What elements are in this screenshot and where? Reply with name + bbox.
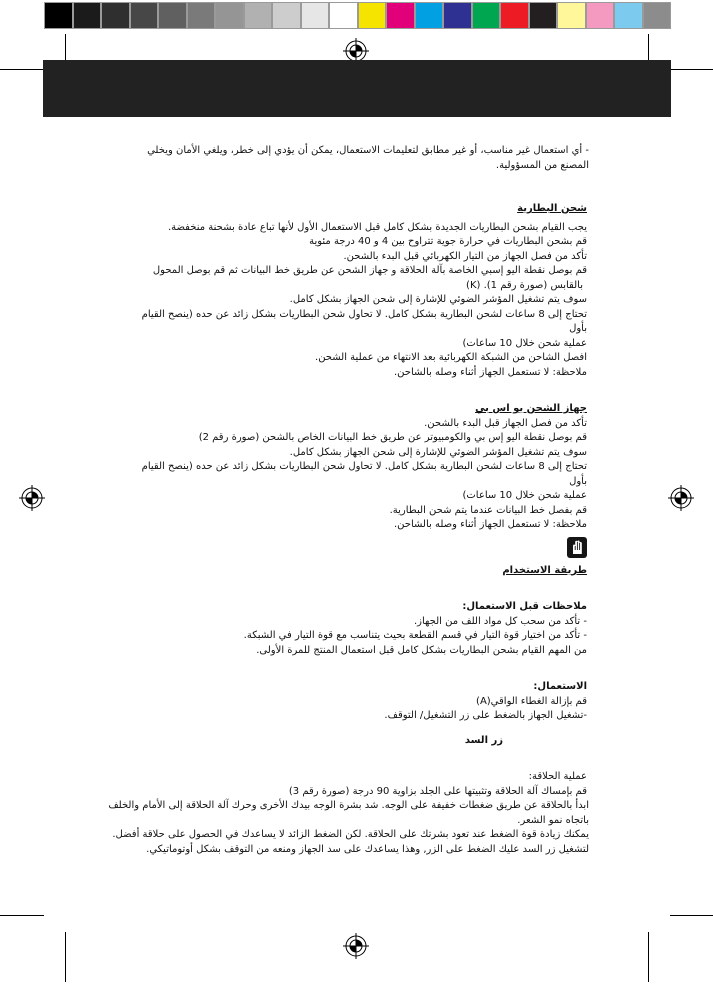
usage-section: [108, 564, 589, 858]
use-title: الاستعمال:: [533, 681, 587, 692]
battery-line: عملية شحن خلال 10 ساعات): [462, 337, 587, 349]
battery-line: قم بوصل نقطة اليو إسبي الخاصة بآلة الحلاقة و جهاز الشحن عن طريق خط البيانات ثم قم بوصل المحول: [152, 265, 587, 276]
usb-line: قم بوصل نقطة اليو إس بي والكومبيوتر عن طريق خط البيانات الخاص بالشحن (صورة رقم 2): [198, 432, 587, 443]
color-swatch: [215, 2, 244, 29]
color-swatch: [187, 2, 216, 29]
registration-mark-icon: [19, 485, 45, 511]
shave-line: يمكنك زيادة قوة الضغط عند تعود بشرتك على الحلاقة. لكن الضغط الزائد لا يساعدك في الحصول على حلاقة أفضل.: [112, 829, 589, 840]
battery-line: تأكد من فصل الجهاز من التيار الكهربائي قبل البدء بالشحن.: [343, 250, 587, 262]
color-swatch: [130, 2, 159, 29]
color-swatch: [272, 2, 301, 29]
color-swatch: [614, 2, 643, 29]
hand-icon: [567, 537, 587, 558]
battery-line: افصل الشاحن من الشبكة الكهربائية بعد الانتهاء من عملية الشحن.: [315, 352, 587, 363]
color-swatch: [643, 2, 672, 29]
color-swatch: [529, 2, 558, 29]
warning-line: - أي استعمال غير مناسب، أو غير مطابق لتعليمات الاستعمال، يمكن أن يؤدي إلى خطر، ويلغي الأمان ويخلي: [147, 145, 589, 156]
battery-title: شحن البطارية: [517, 203, 587, 214]
lock-button-label: زر السد: [464, 734, 503, 746]
color-swatch: [386, 2, 415, 29]
usb-line: سوف يتم تشغيل المؤشر الضوئي للإشارة إلى شحن الجهاز بشكل كامل.: [289, 446, 587, 458]
color-swatch: [101, 2, 130, 29]
battery-line: سوف يتم تشغيل المؤشر الضوئي للإشارة إلى شحن الجهاز بشكل كامل.: [289, 294, 587, 305]
shave-line: قم بإمساك آلة الحلاقة وتثبيتها على الجلد بزاوية 90 درجة (صورة رقم 3): [288, 785, 587, 797]
color-swatch: [358, 2, 387, 29]
registration-mark-icon: [343, 933, 369, 959]
color-swatch: [44, 2, 73, 29]
registration-mark-icon: [668, 485, 694, 511]
before-use-line: - تأكد من سحب كل مواد اللف من الجهاز.: [414, 615, 587, 627]
usage-title: طريقة الاستخدام: [502, 564, 587, 576]
color-swatch: [329, 2, 358, 29]
usb-line: قم بفصل خط البيانات عندما يتم شحن البطارية.: [389, 504, 587, 516]
battery-line: تحتاج إلى 8 ساعات لشحن البطارية بشكل كامل. لا تحاول شحن البطاريات بشكل زائد عن حده (ينصح القيام بأول: [141, 308, 587, 334]
color-swatch: [557, 2, 586, 29]
usb-line: عملية شحن خلال 10 ساعات): [462, 490, 587, 501]
crop-mark: [0, 915, 44, 916]
crop-mark: [670, 915, 713, 916]
color-swatch: [472, 2, 501, 29]
color-swatch: [158, 2, 187, 29]
usb-line: تأكد من فصل الجهاز قبل البدء بالشحن.: [424, 417, 587, 429]
battery-line: بالقابس (صورة رقم 1). (K): [466, 279, 583, 291]
crop-mark: [0, 69, 44, 70]
crop-mark: [648, 932, 649, 982]
manual-content: [108, 144, 589, 857]
before-use-title: ملاحظات قبل الاستعمال:: [462, 601, 587, 612]
battery-line: يجب القيام بشحن البطاريات الجديدة بشكل كامل قبل الاستعمال الأول لأنها تباع عادة بشحنة منخفضة.: [167, 221, 587, 233]
warning-block: [85, 144, 589, 173]
use-line: قم بإزالة الغطاء الواقي(A): [476, 695, 587, 707]
battery-line: قم بشحن البطاريات في حرارة جوية تتراوح بين 4 و 40 درجة مئوية: [309, 236, 587, 247]
color-swatch: [244, 2, 273, 29]
color-calibration-bar: [44, 2, 671, 29]
usb-line: تحتاج إلى 8 ساعات لشحن البطارية بشكل كامل. لا تحاول شحن البطاريات بشكل زائد عن حده (ينصح القيام بأول: [141, 461, 587, 487]
use-line: -تشغيل الجهاز بالضغط على زر التشغيل/ التوقف.: [384, 710, 587, 721]
color-swatch: [443, 2, 472, 29]
battery-section: [133, 202, 587, 380]
color-swatch: [73, 2, 102, 29]
before-use-line: - تأكد من اختيار قوة التيار في قسم القطعة بحيث يتناسب مع قوة التيار في الشبكة.: [243, 630, 587, 641]
color-swatch: [415, 2, 444, 29]
battery-line: ملاحظة: لا تستعمل الجهاز أثناء وصله بالشاحن.: [393, 366, 587, 378]
warning-line: المصنع من المسؤولية.: [495, 159, 589, 171]
crop-mark: [65, 932, 66, 982]
header-band: [43, 60, 671, 117]
color-swatch: [586, 2, 615, 29]
crop-mark: [670, 69, 713, 70]
usb-title: جهاز الشحن يو اس بي: [475, 403, 587, 414]
shave-line: ابدأ بالحلاقة عن طريق ضغطات خفيفة على الوجه. شد بشرة الوجه بيدك الأخرى وحرك آلة الحلاقة إلى الأمام والخلف: [108, 800, 589, 811]
shave-line: باتجاه نمو الشعر.: [517, 814, 589, 826]
shave-title: عملية الحلاقة:: [528, 771, 587, 782]
usb-section: [133, 402, 587, 533]
shave-line: لتشغيل زر السد عليك الضغط على الزر, وهذا يساعدك على سد الجهاز ومنعه من التوقف بشكل أوتوماتيكي.: [146, 843, 589, 855]
color-swatch: [500, 2, 529, 29]
usb-line: ملاحظة: لا تستعمل الجهاز أثناء وصله بالشاحن.: [393, 519, 587, 530]
before-use-line: من المهم القيام بشحن البطاريات بشكل كامل قبل استعمال المنتج للمرة الأولى.: [256, 644, 587, 656]
color-swatch: [301, 2, 330, 29]
